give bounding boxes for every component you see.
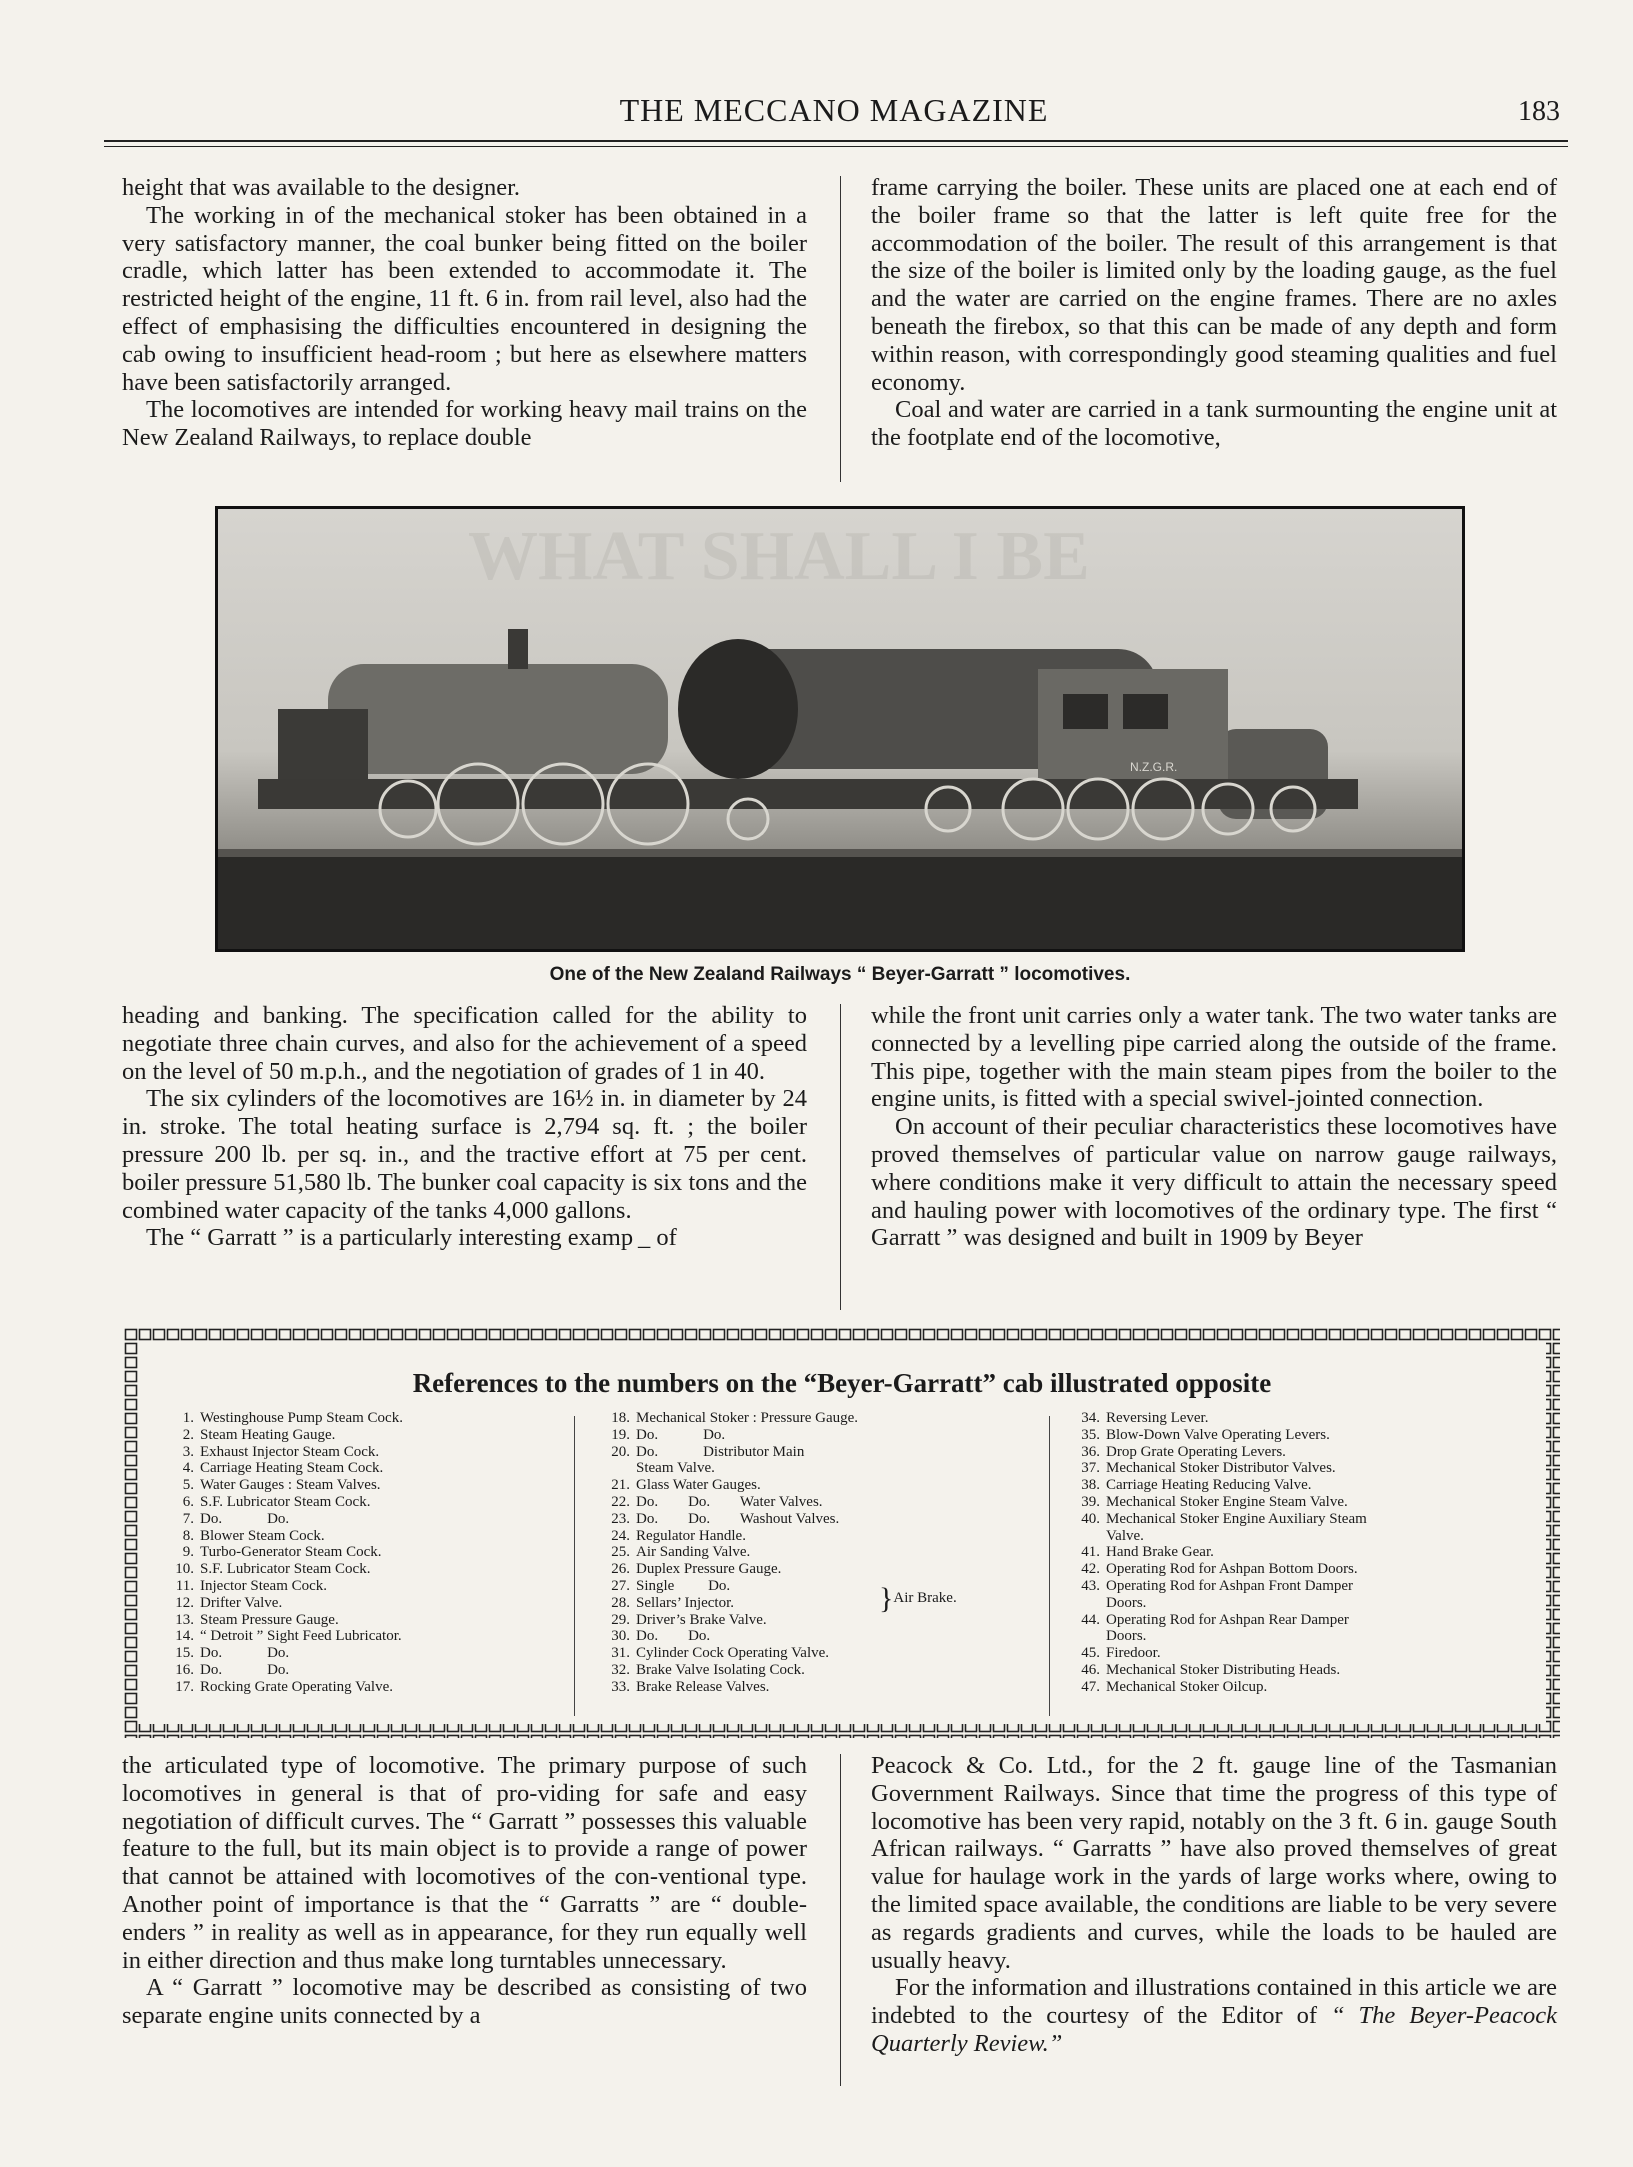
reference-item	[592, 1511, 1062, 1528]
reference-item	[1062, 1427, 1532, 1444]
references-title: References to the numbers on the “Beyer-Garratt” cab illustrated opposite	[412, 1368, 1272, 1398]
article-column-mid-left	[122, 1002, 807, 1252]
reference-text: Rocking Grate Operating Valve.	[200, 1678, 394, 1695]
reference-item	[1062, 1561, 1532, 1578]
reference-text: Drifter Valve.	[200, 1594, 283, 1611]
reference-item	[592, 1679, 1062, 1696]
reference-item: Steam Valve.	[636, 1460, 715, 1477]
references-column-1	[156, 1410, 586, 1696]
reference-item	[156, 1544, 586, 1561]
reference-number: 22.	[611, 1493, 630, 1510]
reference-number: 6.	[182, 1493, 194, 1510]
references-panel	[124, 1328, 1560, 1738]
reference-text: Brake Release Valves.	[636, 1678, 770, 1695]
reference-text: Duplex Pressure Gauge.	[636, 1561, 782, 1578]
reference-item	[592, 1528, 1062, 1545]
reference-number: 40.	[1081, 1510, 1100, 1527]
reference-item	[592, 1544, 1062, 1561]
reference-text: Firedoor.	[1106, 1645, 1161, 1662]
reference-text: Do. Do.	[200, 1661, 290, 1678]
air-brake-bracket: }Air Brake.	[879, 1582, 957, 1615]
reference-number: 39.	[1081, 1493, 1100, 1510]
air-brake-label: Air Brake.	[893, 1590, 957, 1606]
reference-item	[156, 1645, 586, 1662]
paragraph: The locomotives are intended for working heavy mail trains on the New Zealand Railways, to replace double	[122, 396, 807, 452]
reference-item	[156, 1595, 586, 1612]
paragraph: A “ Garratt ” locomotive may be described as consisting of two separate engine units connected by a	[122, 1974, 807, 2030]
reference-number: 9.	[182, 1544, 194, 1561]
reference-number: 7.	[182, 1510, 194, 1527]
column-divider	[840, 1754, 841, 2086]
reference-number: 23.	[611, 1510, 630, 1527]
reference-item	[592, 1444, 1062, 1461]
reference-number: 32.	[611, 1661, 630, 1678]
reference-number: 35.	[1081, 1426, 1100, 1443]
page-header	[104, 92, 1564, 136]
reference-item	[156, 1628, 586, 1645]
column-divider	[840, 1004, 841, 1310]
paragraph: The working in of the mechanical stoker has been obtained in a very satisfactory manner, the coal bunker being fitted on the boiler cradle, which latter has been extended to accommodate it. The restricted height of the engine, 11 ft. 6 in. from rail level, also had the effect of emphasising the difficulties encountered in designing the cab owing to insufficient head-room ; but here as elsewhere matters have been satisfactorily arranged.	[122, 201, 807, 396]
reference-text: Operating Rod for Ashpan Rear Damper	[1106, 1611, 1349, 1628]
reference-text: Do. Do.	[636, 1426, 726, 1443]
reference-item	[1062, 1511, 1532, 1528]
reference-text: S.F. Lubricator Steam Cock.	[200, 1493, 371, 1510]
reference-number: 19.	[611, 1426, 630, 1443]
reference-item	[156, 1528, 586, 1545]
reference-text: Cylinder Cock Operating Valve.	[636, 1645, 830, 1662]
reference-item	[156, 1578, 586, 1595]
reference-number: 42.	[1081, 1561, 1100, 1578]
reference-item	[592, 1561, 1062, 1578]
article-column-top-left	[122, 174, 807, 452]
loco-lettering: N.Z.G.R.	[1130, 760, 1178, 774]
reference-number: 29.	[611, 1611, 630, 1628]
reference-number: 25.	[611, 1544, 630, 1561]
reference-text: Do. Do.	[636, 1628, 711, 1645]
reference-text: Mechanical Stoker Distributing Heads.	[1106, 1661, 1341, 1678]
reference-number: 31.	[611, 1645, 630, 1662]
locomotive-photograph	[215, 506, 1465, 952]
reference-item: Valve.	[1106, 1527, 1144, 1544]
reference-text: Brake Valve Isolating Cock.	[636, 1661, 805, 1678]
paragraph-text: For the information and illustrations contained in this article we are indebted to the courtesy of the Editor of	[871, 1974, 1557, 2030]
reference-item	[156, 1561, 586, 1578]
reference-text: Mechanical Stoker Distributor Valves.	[1106, 1460, 1336, 1477]
reference-item	[592, 1662, 1062, 1679]
reference-item	[1062, 1645, 1532, 1662]
reference-item	[592, 1645, 1062, 1662]
reference-text: Mechanical Stoker Engine Steam Valve.	[1106, 1493, 1348, 1510]
article-column-mid-right	[871, 1002, 1557, 1252]
reference-item	[156, 1444, 586, 1461]
reference-text: Hand Brake Gear.	[1106, 1544, 1214, 1561]
reference-text: Do. Distributor Main	[636, 1443, 805, 1460]
reference-text: Mechanical Stoker Oilcup.	[1106, 1678, 1268, 1695]
paragraph: the articulated type of locomotive. The primary purpose of such locomotives in general is that of pro-viding for safe and easy negotiation of difficult curves. The “ Garratt ” possesses this valuable feature to the full, but its main object is to provide a range of power that cannot be attained with locomotives of the con-ventional type. Another point of importance is that the “ Garratts ” are “ double-enders ” in reality as well as in appearance, for they run equally well in either direction and thus make long turntables unnecessary.	[122, 1752, 807, 1974]
reference-number: 17.	[175, 1678, 194, 1695]
reference-item	[592, 1612, 1062, 1629]
reference-text: Steam Heating Gauge.	[200, 1426, 336, 1443]
reference-number: 18.	[611, 1410, 630, 1426]
paragraph: Peacock & Co. Ltd., for the 2 ft. gauge line of the Tasmanian Government Railways. Since that time the progress of this type of locomotive has been very rapid, notably on the 3 ft. 6 in. gauge South African railways. “ Garratts ” have also proved themselves of great value for haulage work in the yards of large works where, owing to the limited space available, the conditions are liable to be very severe as regards gradients and curves, while the loads to be hauled are usually heavy.	[871, 1752, 1557, 1974]
reference-item	[592, 1477, 1062, 1494]
reference-number: 3.	[182, 1443, 194, 1460]
reference-number: 21.	[611, 1477, 630, 1494]
reference-item	[156, 1494, 586, 1511]
reference-item	[156, 1679, 586, 1696]
reference-item	[1062, 1460, 1532, 1477]
reference-number: 34.	[1081, 1410, 1100, 1426]
reference-number: 12.	[175, 1594, 194, 1611]
reference-text: Exhaust Injector Steam Cock.	[200, 1443, 380, 1460]
reference-number: 2.	[182, 1426, 194, 1443]
reference-item	[1062, 1410, 1532, 1427]
reference-number: 16.	[175, 1661, 194, 1678]
paragraph: while the front unit carries only a water tank. The two water tanks are connected by a levelling pipe carried along the outside of the frame. This pipe, together with the main steam pipes from the boiler to the engine units, is fitted with a special swivel-jointed connection.	[871, 1002, 1557, 1113]
reference-item	[156, 1477, 586, 1494]
reference-number: 13.	[175, 1611, 194, 1628]
svg-text:WHAT SHALL I BE: WHAT SHALL I BE	[468, 518, 1090, 595]
reference-item	[592, 1578, 1062, 1595]
reference-item	[156, 1511, 586, 1528]
reference-item: Doors.	[1106, 1628, 1147, 1645]
header-rule	[104, 140, 1568, 142]
reference-number: 37.	[1081, 1460, 1100, 1477]
reference-number: 43.	[1081, 1577, 1100, 1594]
reference-item	[1062, 1578, 1532, 1595]
reference-number: 38.	[1081, 1477, 1100, 1494]
reference-item	[156, 1612, 586, 1629]
reference-number: 4.	[182, 1460, 194, 1477]
reference-text: Turbo-Generator Steam Cock.	[200, 1544, 382, 1561]
paragraph: frame carrying the boiler. These units are placed one at each end of the boiler frame so that the latter is left quite free for the accommodation of the boiler. The result of this arrangement is that the size of the boiler is limited only by the loading gauge, as the fuel and the water are carried on the engine frames. There are no axles beneath the firebox, so that this can be made of any depth and form within reason, with correspondingly good steaming qualities and fuel economy.	[871, 174, 1557, 396]
photo-caption: One of the New Zealand Railways “ Beyer-Garratt ” locomotives.	[549, 964, 1131, 985]
reference-number: 46.	[1081, 1661, 1100, 1678]
paragraph: height that was available to the designer.	[122, 174, 521, 201]
reference-number: 27.	[611, 1577, 630, 1594]
publication-title: “ The Beyer-Peacock Quarterly Review.”	[871, 2002, 1557, 2057]
column-divider	[840, 176, 841, 482]
article-column-bottom-left	[122, 1752, 807, 2030]
reference-item	[156, 1427, 586, 1444]
reference-text: “ Detroit ” Sight Feed Lubricator.	[200, 1628, 402, 1645]
references-column-2	[592, 1410, 1062, 1696]
reference-number: 11.	[175, 1577, 194, 1594]
reference-item	[592, 1494, 1062, 1511]
reference-item	[156, 1410, 586, 1427]
paragraph	[871, 1974, 1557, 2057]
reference-text: Steam Pressure Gauge.	[200, 1611, 339, 1628]
reference-number: 1.	[182, 1410, 194, 1426]
reference-text: Carriage Heating Steam Cock.	[200, 1460, 384, 1477]
reference-text: Operating Rod for Ashpan Bottom Doors.	[1106, 1561, 1358, 1578]
reference-item	[1062, 1679, 1532, 1696]
reference-text: Driver’s Brake Valve.	[636, 1611, 767, 1628]
reference-number: 41.	[1081, 1544, 1100, 1561]
paragraph: Coal and water are carried in a tank surmounting the engine unit at the footplate end of the locomotive,	[871, 396, 1557, 452]
reference-text: Glass Water Gauges.	[636, 1477, 761, 1494]
reference-item	[1062, 1612, 1532, 1629]
reference-number: 33.	[611, 1678, 630, 1695]
reference-number: 44.	[1081, 1611, 1100, 1628]
reference-text: Blower Steam Cock.	[200, 1527, 325, 1544]
reference-text: Do. Do.	[200, 1645, 290, 1662]
references-column-3	[1062, 1410, 1532, 1696]
article-column-bottom-right	[871, 1752, 1557, 2058]
reference-text: Do. Do. Washout Valves.	[636, 1510, 840, 1527]
reference-number: 47.	[1081, 1678, 1100, 1695]
reference-number: 14.	[175, 1628, 194, 1645]
reference-text: Drop Grate Operating Levers.	[1106, 1443, 1286, 1460]
paragraph: heading and banking. The specification called for the ability to negotiate three chain curves, and also for the achievement of a speed on the level of 50 m.p.h., and the negotiation of grades of 1 in 40.	[122, 1002, 807, 1085]
reference-item	[1062, 1544, 1532, 1561]
reference-item	[592, 1628, 1062, 1645]
reference-item	[1062, 1662, 1532, 1679]
reference-text: Single Do.	[636, 1577, 731, 1594]
reference-text: Regulator Handle.	[636, 1527, 746, 1544]
reference-number: 28.	[611, 1594, 630, 1611]
page-number: 183	[1518, 96, 1560, 127]
reference-text: Injector Steam Cock.	[200, 1577, 328, 1594]
article-column-top-right	[871, 174, 1557, 452]
reference-number: 20.	[611, 1443, 630, 1460]
paragraph: The “ Garratt ” is a particularly interesting examp _ of	[146, 1224, 677, 1252]
reference-number: 26.	[611, 1561, 630, 1578]
reference-text: Air Sanding Valve.	[636, 1544, 751, 1561]
reference-item	[1062, 1444, 1532, 1461]
reference-text: Sellars’ Injector.	[636, 1594, 735, 1611]
reference-text: S.F. Lubricator Steam Cock.	[200, 1561, 371, 1578]
reference-number: 36.	[1081, 1443, 1100, 1460]
reference-item	[592, 1595, 1062, 1612]
magazine-title: THE MECCANO MAGAZINE	[619, 92, 1049, 128]
reference-number: 15.	[175, 1645, 194, 1662]
reference-number: 24.	[611, 1527, 630, 1544]
reference-text: Westinghouse Pump Steam Cock.	[200, 1410, 403, 1426]
reference-number: 5.	[182, 1477, 194, 1494]
reference-text: Blow-Down Valve Operating Levers.	[1106, 1426, 1330, 1443]
paragraph: On account of their peculiar characteristics these locomotives have proved themselves of particular value on narrow gauge railways, where conditions make it very difficult to attain the necessary speed and hauling power with locomotives of the ordinary type. The first “ Garratt ” was designed and built in 1909 by Beyer	[871, 1113, 1557, 1252]
reference-item	[592, 1427, 1062, 1444]
reference-text: Reversing Lever.	[1106, 1410, 1209, 1426]
reference-item	[1062, 1477, 1532, 1494]
reference-text: Mechanical Stoker : Pressure Gauge.	[636, 1410, 859, 1426]
reference-number: 45.	[1081, 1645, 1100, 1662]
references-divider	[574, 1416, 575, 1716]
reference-text: Water Gauges : Steam Valves.	[200, 1477, 381, 1494]
header-rule-thin	[104, 146, 1568, 147]
reference-item	[1062, 1494, 1532, 1511]
paragraph: The six cylinders of the locomotives are 16½ in. in diameter by 24 in. stroke. The total heating surface is 2,794 sq. ft. ; the boiler pressure 200 lb. per sq. in., and the tractive effort at 75 per cent. boiler pressure 51,580 lb. The bunker coal capacity is six tons and the combined water capacity of the tanks 4,000 gallons.	[122, 1085, 807, 1224]
reference-text: Do. Do. Water Valves.	[636, 1493, 823, 1510]
reference-number: 10.	[175, 1561, 194, 1578]
references-divider	[1049, 1416, 1050, 1716]
reference-text: Operating Rod for Ashpan Front Damper	[1106, 1577, 1354, 1594]
reference-text: Mechanical Stoker Engine Auxiliary Steam	[1106, 1510, 1367, 1527]
reference-item	[592, 1410, 1062, 1427]
reference-item: Doors.	[1106, 1594, 1147, 1611]
reference-text: Do. Do.	[200, 1510, 290, 1527]
reference-text: Carriage Heating Reducing Valve.	[1106, 1477, 1312, 1494]
reference-item	[156, 1460, 586, 1477]
reference-number: 30.	[611, 1628, 630, 1645]
reference-number: 8.	[182, 1527, 194, 1544]
reference-item	[156, 1662, 586, 1679]
